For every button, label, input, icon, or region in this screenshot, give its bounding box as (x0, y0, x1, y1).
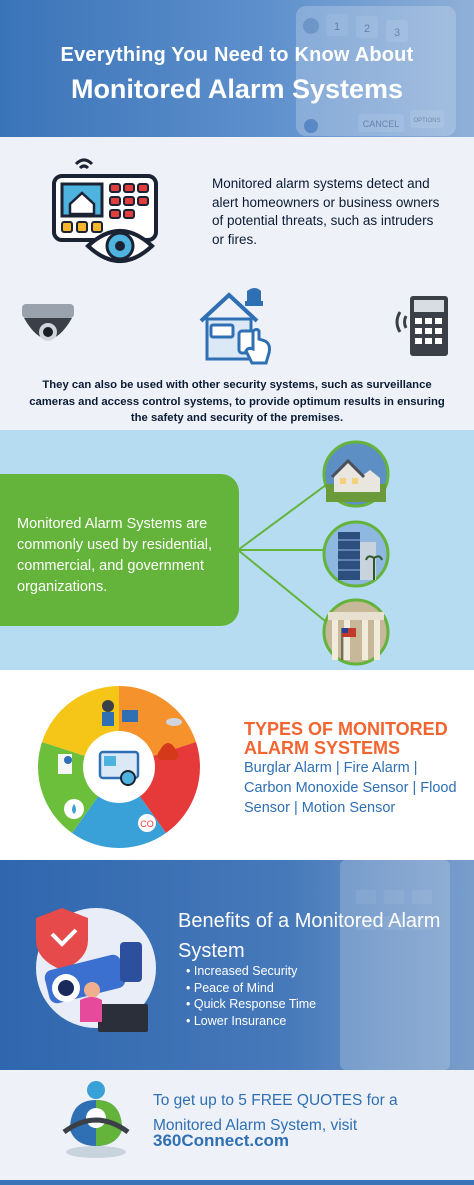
security-camera-illustration (26, 904, 166, 1034)
alarm-panel-eye-icon (50, 154, 162, 266)
benefits-title: Benefits of a Monitored Alarm System (178, 910, 441, 962)
types-title: TYPES OF MONITORED ALARM SYSTEMS (244, 719, 448, 758)
footer-bar (0, 1180, 474, 1185)
list-item: • Increased Security (186, 964, 298, 978)
types-list: Burglar Alarm | Fire Alarm | Carbon Monoxide Sensor | Flood Sensor | Motion Sensor (244, 760, 457, 816)
intro-paragraph-1: Monitored alarm systems detect and alert homeowners or business owners of potential threats, such as intruders or fires. (212, 176, 440, 247)
keypad-wireless-icon (392, 294, 452, 358)
keypad-key-cancel: CANCEL (362, 119, 400, 129)
intro-paragraph-2: They can also be used with other security systems, such as surveillance cameras and access control systems, to provide optimum results in ensuring the safety and security of the premises. (29, 379, 445, 424)
keypad-key-3: 3 (393, 27, 401, 39)
dome-camera-icon (20, 302, 76, 352)
keypad-key-1: 1 (333, 21, 341, 33)
list-item: • Lower Insurance (186, 1014, 287, 1029)
government-building-image (322, 598, 390, 666)
residential-house-image (322, 440, 390, 508)
list-item: • Peace of Mind (186, 980, 274, 995)
benefit-lower-insurance: Lower Insurance (193, 1014, 287, 1029)
header-banner (0, 0, 474, 137)
keypad-key-options: OPTIONS (413, 118, 441, 124)
benefits-section (0, 860, 474, 1070)
house-camera-hand-icon (195, 285, 275, 365)
benefits-list (186, 963, 316, 1030)
keypad-key-2: 2 (363, 23, 371, 35)
cta-text: To get up to 5 FREE QUOTES for a Monitored Alarm System, visit (153, 1092, 398, 1134)
benefit-quick-response: Quick Response Time (193, 997, 317, 1012)
cta-link[interactable]: 360Connect.com (153, 1131, 290, 1150)
co-label: CO (140, 819, 154, 829)
alarm-types-wheel (36, 684, 202, 850)
commercial-building-image (322, 520, 390, 588)
list-item: • Quick Response Time (186, 997, 317, 1012)
used-by-section (0, 430, 474, 670)
page-title-line2: Monitored Alarm Systems (70, 74, 404, 104)
used-by-text: Monitored Alarm Systems are commonly used by residential, commercial, and government organizations. (17, 516, 213, 595)
alarm-keypad-background-image (286, 6, 456, 136)
page-title-line1: Everything You Need to Know About (60, 44, 414, 66)
benefit-increased-security: Increased Security (193, 964, 298, 978)
intro-section (0, 137, 474, 430)
360connect-logo-icon (54, 1076, 138, 1160)
cta-section (0, 1070, 474, 1180)
types-section (0, 670, 474, 860)
benefit-peace-of-mind: Peace of Mind (193, 980, 274, 995)
